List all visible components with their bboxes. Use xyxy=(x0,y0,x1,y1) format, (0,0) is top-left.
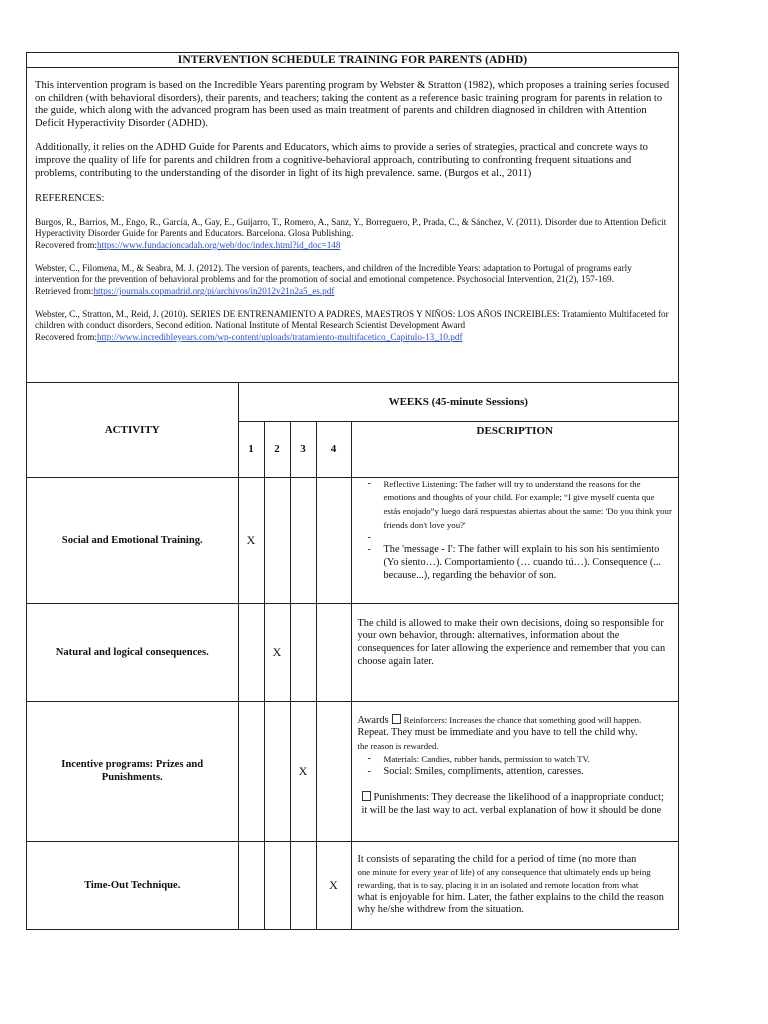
week-cell-empty xyxy=(238,841,264,929)
reference-text: Webster, C., Filomena, M., & Seabra, M. J. (2012). The version of parents, teachers, and children of the Incredible Years: adaptation to Portugal of programs early intervention for the prevention of behavioral problems and for the promotion of social and emotional competence. Psychosocial Intervention, 21(2), 157-169. xyxy=(35,263,632,285)
description-line: what is enjoyable for him. Later, the father explains to the child the reason why he/she withdrew from the situation. xyxy=(357,891,664,916)
intro-section xyxy=(27,68,678,383)
week-cell-empty xyxy=(264,841,290,929)
reference-item xyxy=(35,309,670,343)
reference-link-label: Retrieved from: xyxy=(35,285,94,296)
reference-link[interactable]: https://journals.copmadrid.org/pi/archivos/in2012v21n2a5_es.pdf xyxy=(93,285,335,296)
week-mark: X xyxy=(238,477,264,603)
week-number: 1 xyxy=(238,421,264,477)
reference-link-label: Recovered from: xyxy=(35,331,97,342)
awards-label: Awards xyxy=(357,714,389,726)
description-bullet: - Materials: Candies, rubber bands, permission to watch TV. xyxy=(358,753,673,767)
week-cell-empty xyxy=(290,841,316,929)
description-header: DESCRIPTION xyxy=(351,421,678,477)
week-mark: X xyxy=(316,841,351,929)
reference-item xyxy=(35,263,670,297)
reference-link[interactable]: https://www.fundacioncadah.org/web/doc/index.html?id_doc=148 xyxy=(97,239,341,250)
reference-text: Webster, C., Stratton, M., Reid, J. (2010). SERIES DE ENTRENAMIENTO A PADRES, MAESTROS Y NIÑOS: LOS AÑOS INCREIBLES: Tratamiento Multifaceted for children with conduct disorders, Second edition. National Institute of Mental Research Scientist Development Award xyxy=(35,308,669,331)
references-heading: REFERENCES: xyxy=(35,193,105,205)
description-bullet: - The 'message - I': The father will explain to his son his sentimiento (Yo siento…). Comportamiento (… cuando tú…). Consequence (... because...), regarding the behavior of son. xyxy=(358,544,673,582)
activity-name: Time-Out Technique. xyxy=(27,841,238,929)
awards-text-3: the reason is rewarded. xyxy=(357,740,439,751)
reference-item xyxy=(35,217,670,251)
week-number: 4 xyxy=(316,421,351,477)
activity-description xyxy=(351,477,678,603)
schedule-table xyxy=(27,383,678,930)
activity-description xyxy=(351,841,678,929)
activity-description xyxy=(351,701,678,841)
awards-text-2: Repeat. They must be immediate and you have to tell the child why. xyxy=(357,727,638,739)
reference-link[interactable]: http://www.incredibleyears.com/wp-content/uploads/tratamiento-multifacetico_Capitulo-13_10.pdf xyxy=(97,331,463,342)
activity-header: ACTIVITY xyxy=(27,383,238,477)
week-cell-empty xyxy=(290,603,316,701)
activity-name: Natural and logical consequences. xyxy=(27,603,238,701)
punishments-text: Punishments: They decrease the likelihood of a inappropriate conduct; it will be the last way to act. verbal explanation of how it should be done xyxy=(361,792,664,816)
week-cell-empty xyxy=(238,603,264,701)
weeks-header: WEEKS (45-minute Sessions) xyxy=(238,383,678,421)
week-number: 3 xyxy=(290,421,316,477)
week-mark: X xyxy=(264,603,290,701)
description-bullet: - Reflective Listening: The father will try to understand the reasons for the emotions and thoughts of your child. For example; “I give myself cuenta que estás enojado”y luego dará respuestas abiertas about the same: 'Do you think your friends don't love you?' xyxy=(358,478,673,533)
reference-link-label: Recovered from: xyxy=(35,239,97,250)
week-cell-empty xyxy=(316,477,351,603)
schedule-document xyxy=(26,52,679,930)
week-cell-empty xyxy=(264,701,290,841)
week-cell-empty xyxy=(316,701,351,841)
activity-name: Social and Emotional Training. xyxy=(27,477,238,603)
bullet-square-icon xyxy=(362,791,371,801)
activity-description: The child is allowed to make their own decisions, doing so responsible for your own behavior, through: alternatives, information about the consequences for later allowing the experience and remember that you can choose again later. xyxy=(351,603,678,701)
bullet-square-icon xyxy=(392,714,401,724)
week-cell-empty xyxy=(290,477,316,603)
activity-name: Incentive programs: Prizes and Punishments. xyxy=(27,701,238,841)
description-line: one minute for every year of life) of any consequence that ultimately ends up being rewarding, that is to say, placing it in an isolated and remote location from what xyxy=(357,867,651,890)
document-title: INTERVENTION SCHEDULE TRAINING FOR PARENTS (ADHD) xyxy=(27,53,678,68)
week-cell-empty xyxy=(264,477,290,603)
description-bullet: - Social: Smiles, compliments, attention, caresses. xyxy=(358,766,673,779)
description-line: It consists of separating the child for a period of time (no more than xyxy=(357,853,637,865)
reference-text: Burgos, R., Barrios, M., Engo, R., García, A., Gay, E., Guijarro, T., Romero, A., Sanz, Y., Borreguero, P., Prada, C., & Sánchez, V. (2011). Disorder due to Attention Deficit Hyperactivity Disorder Guide for Parents and Educators. Barcelona. Glosa Publishing. xyxy=(35,217,667,239)
week-mark: X xyxy=(290,701,316,841)
week-cell-empty xyxy=(316,603,351,701)
intro-paragraph-1: This intervention program is based on the Incredible Years parenting program by Webster & Stratton (1982), which proposes a training series focused on children (with behavioral disorders), their parents, and teachers; taking the content as a reference basic training program for parents in relation to the guide, which along with the advanced program has been used as main treatment of parents and children diagnosed in children with Attention Deficit Hyperactivity Disorder (ADHD). xyxy=(35,80,670,129)
awards-text: Reinforcers: Increases the chance that something good will happen. xyxy=(403,714,642,725)
intro-paragraph-2: Additionally, it relies on the ADHD Guide for Parents and Educators, which aims to provide a series of strategies, practical and concrete ways to improve the quality of life for parents and children from a cognitive-behavioral approach, contributing to confronting frequent situations and problems, contributing to the understanding of the disorder in light of its high prevalence. same. (Burgos et al., 2011) xyxy=(35,142,648,179)
week-number: 2 xyxy=(264,421,290,477)
week-cell-empty xyxy=(238,701,264,841)
